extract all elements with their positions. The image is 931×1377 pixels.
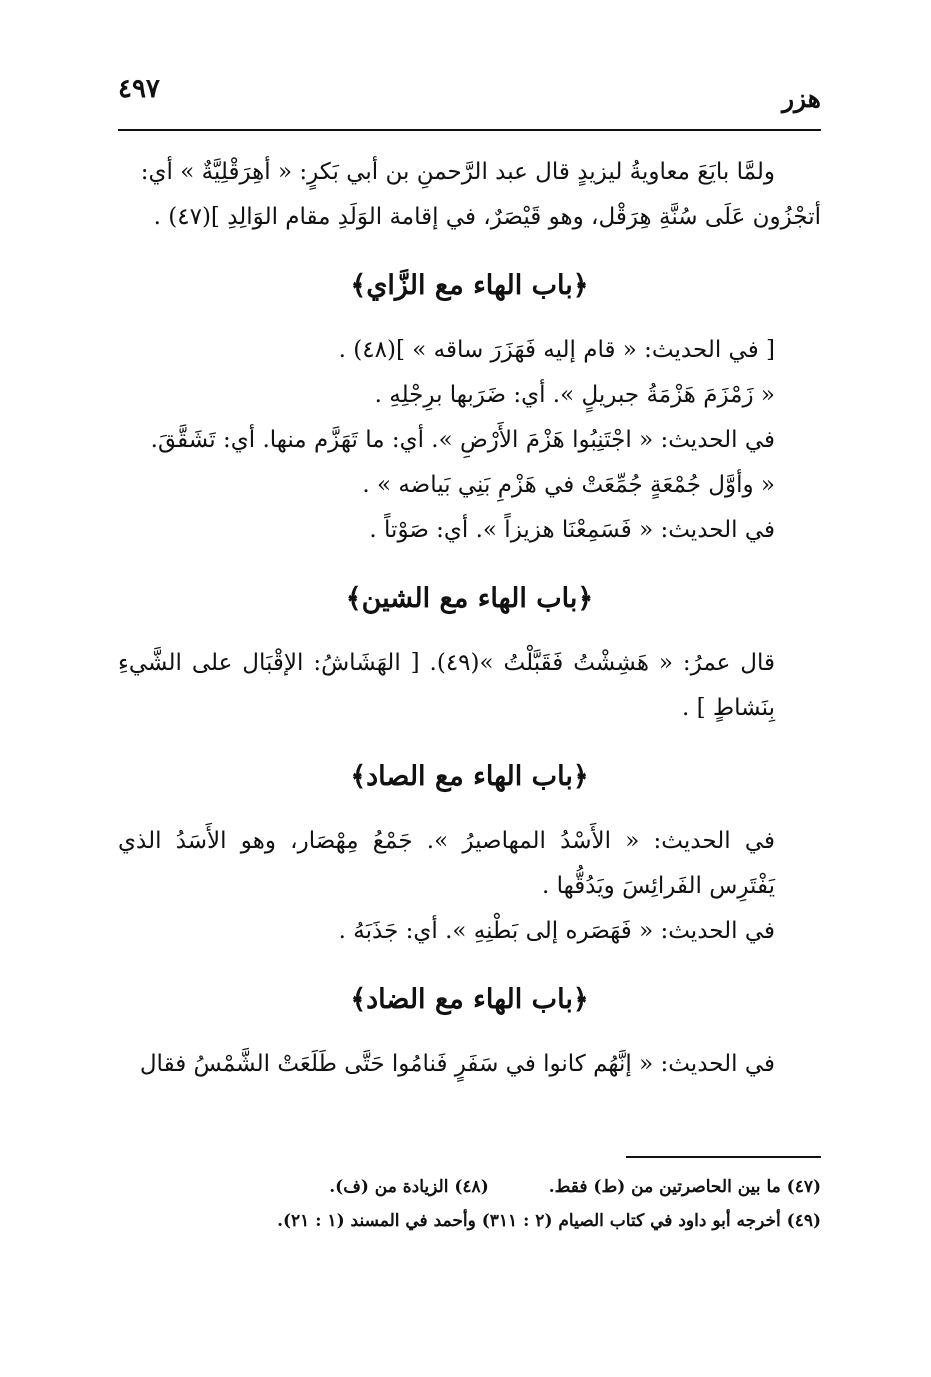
paragraph: [ في الحديث: « قام إليه فَهَزَرَ ساقه » ](٤٨) . <box>338 337 775 363</box>
paragraph: في الحديث: « فَسَمِعْنَا هزيزاً ». أي: صَوْتاً . <box>369 517 775 543</box>
paragraph: في الحديث: « اجْتَنِبُوا هَزْمَ الأَرْضِ ». أي: ما تَهَزَّم منها. أي: تَشَقَّقَ. <box>150 427 775 453</box>
footnote-48: (٤٨) الزيادة من (ف). <box>329 1177 489 1197</box>
footnote-47: (٤٧) ما بين الحاصرتين من (ط) فقط. <box>548 1177 821 1197</box>
section-heading: ﴿باب الهاء مع الزَّاي﴾ <box>350 270 589 301</box>
running-head: هزر <box>781 84 821 113</box>
paragraph: في الحديث: « إنَّهُم كانوا في سَفَرٍ فَنامُوا حَتَّى طَلَعَتْ الشَّمْسُ فقال <box>139 1051 775 1077</box>
paragraph: في الحديث: « الأَسْدُ المهاصيرُ ». جَمْعُ مِهْصَار، وهو الأَسَدُ الذي يَفْتَرِس الفَرائِسَ ويَدُقُّها . <box>118 828 775 899</box>
section-heading: ﴿باب الهاء مع الضاد﴾ <box>350 984 589 1015</box>
main-text <box>118 150 821 1087</box>
footnote-49: (٤٩) أخرجه أبو داود في كتاب الصيام (٢ : ٣١١) وأحمد في المسند (١ : ٢١). <box>277 1211 821 1231</box>
page-number: ٤٩٧ <box>118 74 160 104</box>
section-heading: ﴿باب الهاء مع الشين﴾ <box>345 583 594 614</box>
section-heading: ﴿باب الهاء مع الصاد﴾ <box>350 761 589 792</box>
footnotes <box>118 1170 821 1238</box>
paragraph: « زَمْزَمَ هَزْمَةُ جبريلٍ ». أي: ضَرَبها برِجْلِهِ . <box>374 382 775 408</box>
paragraph: أتجْزُون عَلَى سُنَّةِ هِرَقْل، وهو قَيْصَرٌ، في إقامة الوَلَدِ مقام الوَالِدِ ](٤٧) . <box>153 204 821 230</box>
paragraph: ولمَّا بايَعَ معاويةُ ليزيدٍ قال عبد الرَّحمنِ بن أبي بَكرٍ: « أهِرَقْلِيَّةٌ » أي: <box>140 159 775 185</box>
footnote-row <box>118 1204 821 1238</box>
header-rule <box>118 129 821 131</box>
paragraph: قال عمرُ: « هَشِشْتُ فَقَبَّلْتُ »(٤٩). [ الهَشَاشُ: الإقْبَال على الشَّيءِ بِنَشاطٍ ] . <box>118 650 775 721</box>
footnote-row <box>118 1170 821 1204</box>
paragraph: في الحديث: « فَهَصَره إلى بَطْنِهِ ». أي: جَذَبَهُ . <box>338 918 775 944</box>
page-header <box>118 70 821 120</box>
paragraph: « وأوَّل جُمْعَةٍ جُمِّعَتْ في هَزْمِ بَنِي بَياضه » . <box>362 472 775 498</box>
footnote-rule <box>626 1156 821 1158</box>
